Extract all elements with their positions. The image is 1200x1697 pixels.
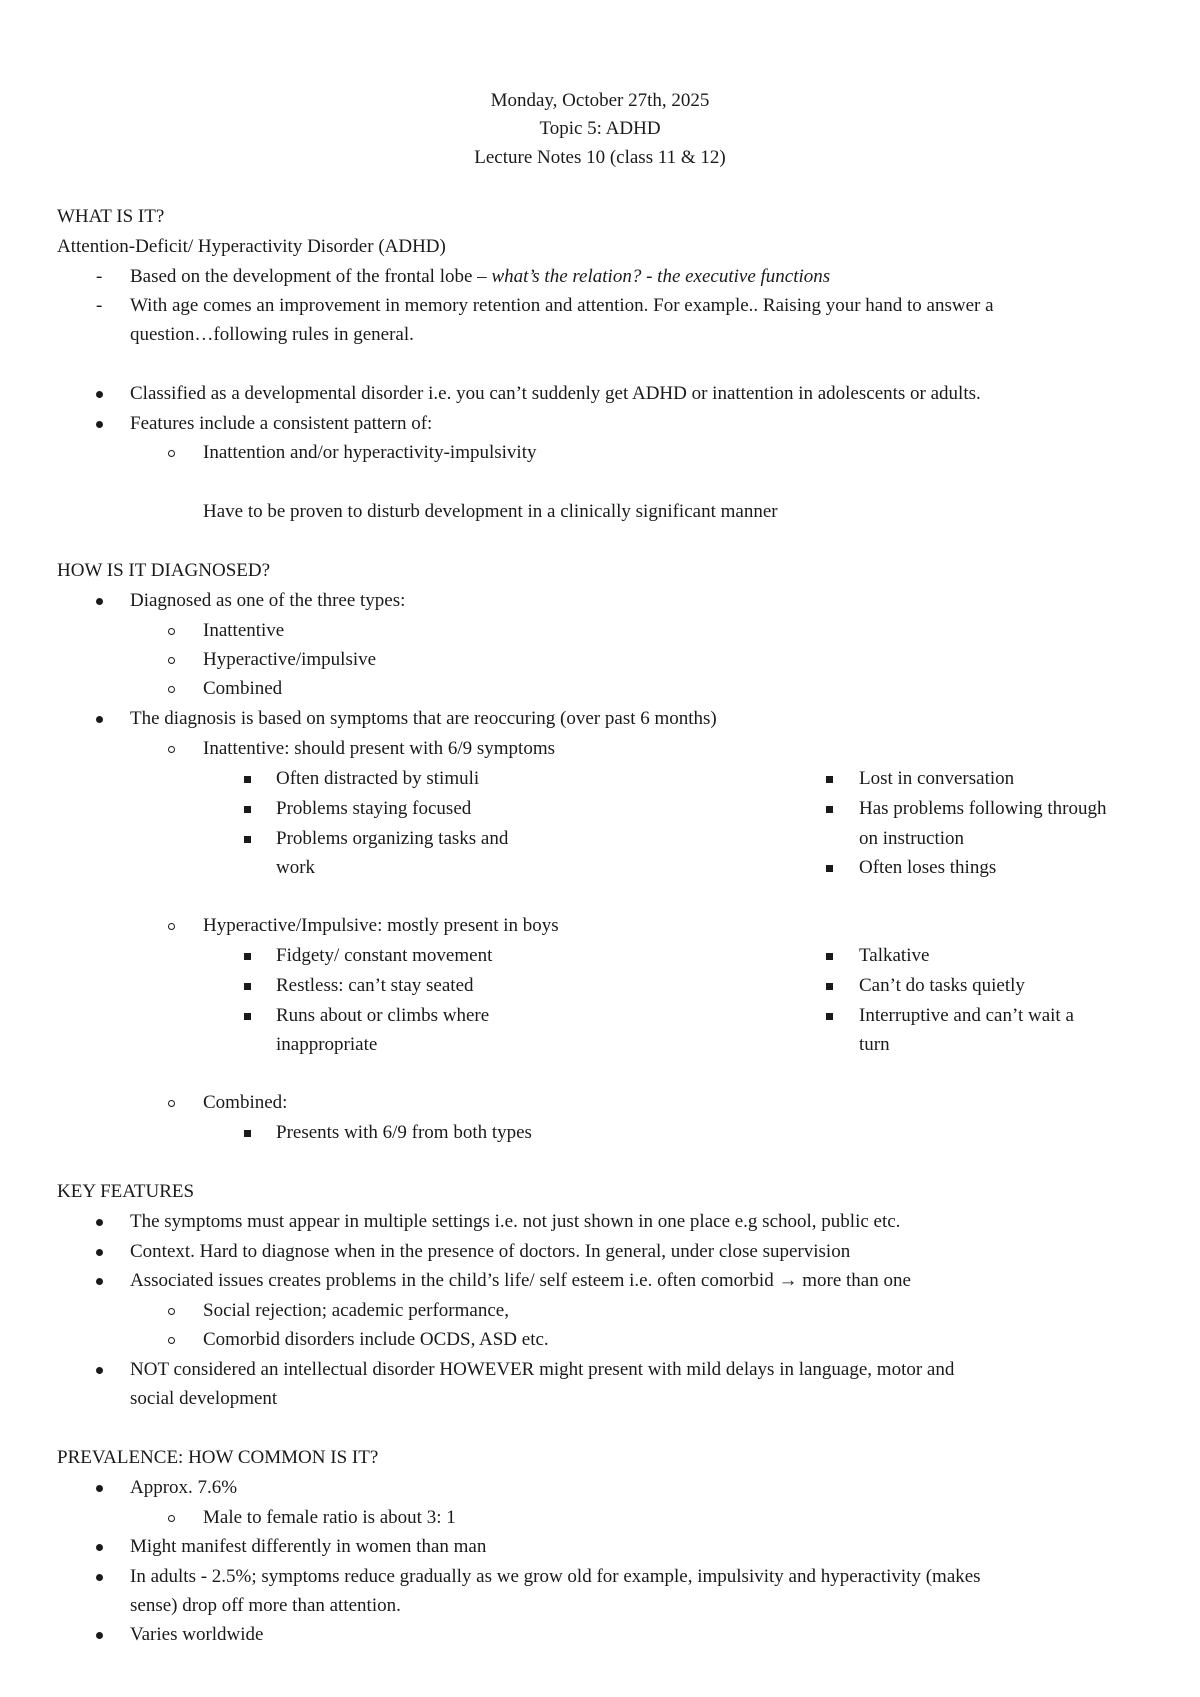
dash-marker: - <box>96 295 103 316</box>
clinical-significance-note: Have to be proven to disturb development in a clinically significant manner <box>203 501 778 522</box>
bullet-square <box>826 953 833 960</box>
age-improvement-line2: question…following rules in general. <box>130 324 414 345</box>
topic-line: Topic 5: ADHD <box>539 118 661 139</box>
section-heading-what-is-it: WHAT IS IT? <box>57 206 165 227</box>
bullet-dot <box>96 1485 103 1492</box>
bullet-square <box>244 953 251 960</box>
bullet-square <box>826 983 833 990</box>
bullet-square <box>244 1130 251 1137</box>
symptom-item: Fidgety/ constant movement <box>276 945 493 966</box>
sex-ratio-sub-item: Male to female ratio is about 3: 1 <box>203 1507 456 1528</box>
bullet-dot <box>96 716 103 723</box>
sub-bullet-circle <box>168 1337 175 1344</box>
frontal-lobe-text: Based on the development of the frontal lobe – <box>130 266 492 287</box>
approx-rate-item: Approx. 7.6% <box>130 1477 238 1498</box>
worldwide-item: Varies worldwide <box>130 1624 264 1645</box>
bullet-dot <box>96 421 103 428</box>
comorbid-disorders-sub-item: Comorbid disorders include OCDS, ASD etc. <box>203 1329 549 1350</box>
symptom-item: Problems organizing tasks and <box>276 828 509 849</box>
symptom-item: Lost in conversation <box>859 768 1015 789</box>
bullet-dot <box>96 1278 103 1285</box>
inattention-sub-item: Inattention and/or hyperactivity-impulsivity <box>203 442 537 463</box>
symptom-item: Talkative <box>859 945 930 966</box>
sub-bullet-circle <box>168 657 175 664</box>
features-item: Features include a consistent pattern of: <box>130 413 433 434</box>
type-combined: Combined <box>203 678 283 699</box>
dash-marker: - <box>96 266 103 287</box>
adults-line2: sense) drop off more than attention. <box>130 1595 401 1616</box>
symptom-item: Restless: can’t stay seated <box>276 975 474 996</box>
section-heading-diagnosis: HOW IS IT DIAGNOSED? <box>57 560 271 581</box>
symptom-item-continued: inappropriate <box>276 1034 378 1055</box>
bullet-square <box>826 1013 833 1020</box>
bullet-square <box>244 776 251 783</box>
context-item: Context. Hard to diagnose when in the presence of doctors. In general, under close supervision <box>130 1241 851 1262</box>
sub-bullet-circle <box>168 450 175 457</box>
sub-bullet-circle <box>168 923 175 930</box>
adhd-definition: Attention-Deficit/ Hyperactivity Disorder (ADHD) <box>57 236 446 257</box>
bullet-square <box>244 806 251 813</box>
symptom-item: Runs about or climbs where <box>276 1005 490 1026</box>
type-inattentive: Inattentive <box>203 620 285 641</box>
bullet-dot <box>96 1367 103 1374</box>
bullet-square <box>826 806 833 813</box>
symptoms-basis-item: The diagnosis is based on symptoms that are reoccuring (over past 6 months) <box>130 708 717 729</box>
three-types-item: Diagnosed as one of the three types: <box>130 590 406 611</box>
bullet-dot <box>96 1632 103 1639</box>
bullet-square <box>244 1013 251 1020</box>
social-rejection-sub-item: Social rejection; academic performance, <box>203 1300 509 1321</box>
bullet-square <box>244 983 251 990</box>
hyperactive-criteria: Hyperactive/Impulsive: mostly present in boys <box>203 915 559 936</box>
not-intellectual-line2: social development <box>130 1388 278 1409</box>
inattentive-criteria: Inattentive: should present with 6/9 symptoms <box>203 738 555 759</box>
sub-bullet-circle <box>168 1515 175 1522</box>
bullet-square <box>244 836 251 843</box>
symptom-item: Interruptive and can’t wait a <box>859 1005 1074 1026</box>
symptom-item: Can’t do tasks quietly <box>859 975 1025 996</box>
sub-bullet-circle <box>168 1308 175 1315</box>
sub-bullet-circle <box>168 746 175 753</box>
multiple-settings-item: The symptoms must appear in multiple settings i.e. not just shown in one place e.g school, public etc. <box>130 1211 901 1232</box>
symptom-item-continued: turn <box>859 1034 890 1055</box>
sub-bullet-circle <box>168 1100 175 1107</box>
symptom-item-continued: on instruction <box>859 828 965 849</box>
symptom-item: Often loses things <box>859 857 997 878</box>
bullet-dot <box>96 1219 103 1226</box>
date-line: Monday, October 27th, 2025 <box>490 90 710 111</box>
section-heading-key-features: KEY FEATURES <box>57 1181 195 1202</box>
combined-item: Presents with 6/9 from both types <box>276 1122 532 1143</box>
symptom-item: Has problems following through <box>859 798 1107 819</box>
adults-line1: In adults - 2.5%; symptoms reduce gradually as we grow old for example, impulsivity and hyperactivity (makes <box>130 1566 981 1587</box>
symptom-item: Problems staying focused <box>276 798 472 819</box>
sub-bullet-circle <box>168 686 175 693</box>
associated-issues-item: Associated issues creates problems in the child’s life/ self esteem i.e. often comorbid → more than one <box>130 1270 911 1291</box>
combined-criteria: Combined: <box>203 1092 288 1113</box>
bullet-dot <box>96 1249 103 1256</box>
age-improvement-line1: With age comes an improvement in memory retention and attention. For example.. Raising your hand to answer a <box>130 295 994 316</box>
women-item: Might manifest differently in women than man <box>130 1536 487 1557</box>
bullet-dot <box>96 598 103 605</box>
section-heading-prevalence: PREVALENCE: HOW COMMON IS IT? <box>57 1447 379 1468</box>
bullet-dot <box>96 391 103 398</box>
executive-functions-italic: what’s the relation? - the executive functions <box>491 266 831 287</box>
developmental-disorder-item: Classified as a developmental disorder i.e. you can’t suddenly get ADHD or inattention in adolescents or adults. <box>130 383 981 404</box>
type-hyperactive: Hyperactive/impulsive <box>203 649 377 670</box>
not-intellectual-line1: NOT considered an intellectual disorder HOWEVER might present with mild delays in language, motor and <box>130 1359 955 1380</box>
bullet-dot <box>96 1574 103 1581</box>
lecture-line: Lecture Notes 10 (class 11 & 12) <box>474 147 726 168</box>
bullet-dot <box>96 1544 103 1551</box>
frontal-lobe-item <box>130 266 830 288</box>
symptom-item: Often distracted by stimuli <box>276 768 480 789</box>
bullet-square <box>826 865 833 872</box>
bullet-square <box>826 776 833 783</box>
symptom-item-continued: work <box>276 857 316 878</box>
sub-bullet-circle <box>168 628 175 635</box>
